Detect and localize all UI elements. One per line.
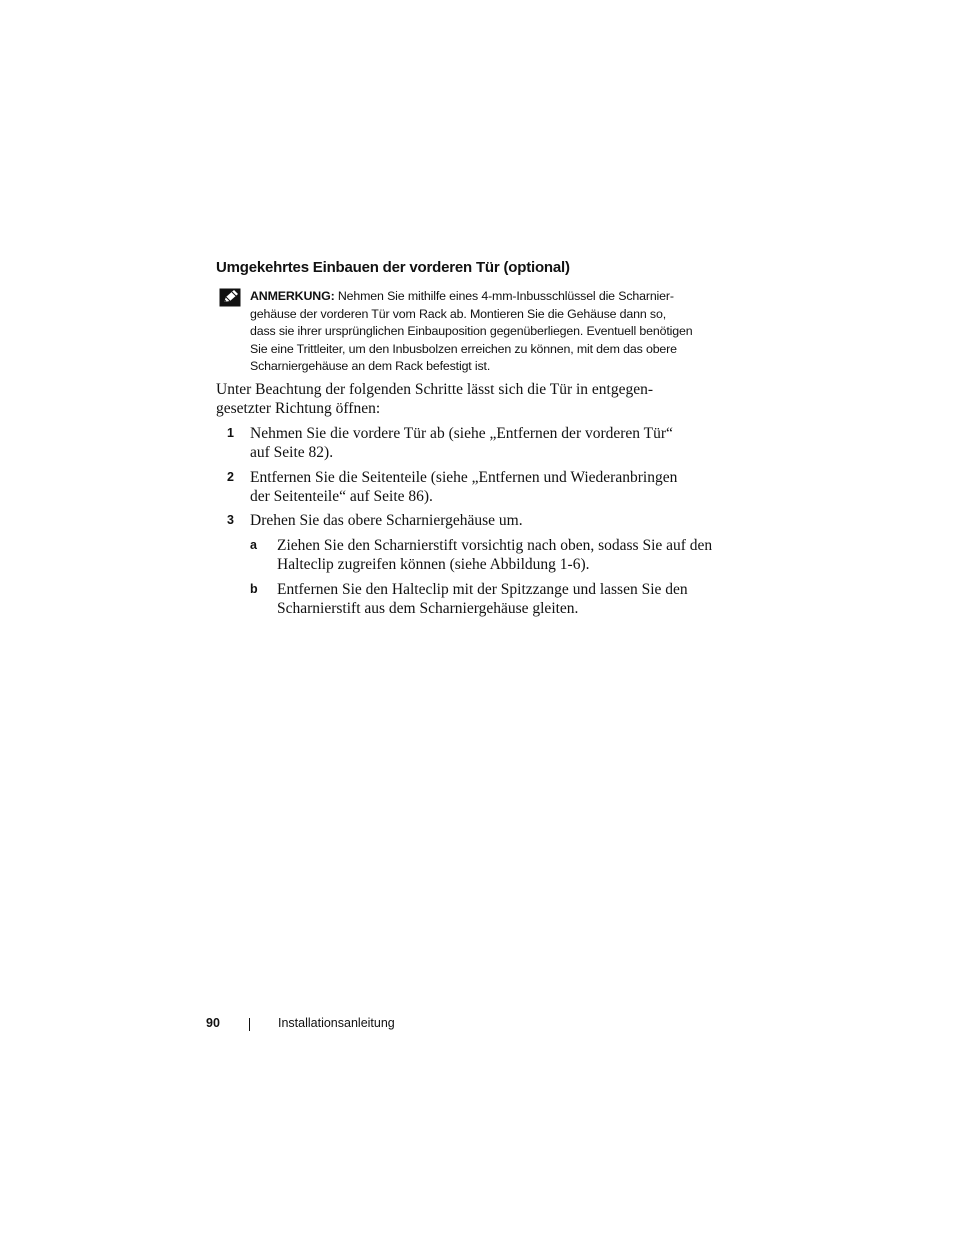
step-text: Nehmen Sie die vordere Tür ab (siehe „Entfernen der vorderen Tür“ auf Seite 82). xyxy=(250,425,673,461)
step-number: 2 xyxy=(227,470,234,484)
substep-text: Entfernen Sie den Halteclip mit der Spitzzange und lassen Sie den Scharnierstift aus dem Scharniergehäuse gleiten. xyxy=(277,581,688,617)
note-line-5: Scharniergehäuse an dem Rack befestigt ist. xyxy=(250,359,491,374)
note-label: ANMERKUNG: xyxy=(250,289,335,303)
note-block xyxy=(250,288,720,376)
note-line-2: gehäuse der vorderen Tür vom Rack ab. Montieren Sie die Gehäuse dann so, xyxy=(250,306,667,321)
page-number: 90 xyxy=(206,1016,220,1030)
step-number: 3 xyxy=(227,513,234,527)
footer-title: Installationsanleitung xyxy=(278,1016,395,1030)
note-line-1: ANMERKUNG: Nehmen Sie mithilfe eines 4-mm-Inbusschlüssel die Scharnier- xyxy=(250,289,674,303)
step-text: Entfernen Sie die Seitenteile (siehe „Entfernen und Wiederanbringen der Seitenteile“ auf Seite 86). xyxy=(250,469,678,505)
note-line-3: dass sie ihrer ursprünglichen Einbauposition gegenüberliegen. Eventuell benötigen xyxy=(250,324,693,339)
step-text: Drehen Sie das obere Scharniergehäuse um. xyxy=(250,512,523,529)
footer-divider xyxy=(249,1018,250,1031)
intro-paragraph: Unter Beachtung der folgenden Schritte lässt sich die Tür in entgegen- gesetzter Richtung öffnen: xyxy=(216,381,654,417)
step-number: 1 xyxy=(227,426,234,440)
note-line-4: Sie eine Trittleiter, um den Inbusbolzen erreichen zu können, mit dem das obere xyxy=(250,341,677,356)
substep-letter: a xyxy=(250,538,257,552)
substep-text: Ziehen Sie den Scharnierstift vorsichtig nach oben, sodass Sie auf den Halteclip zugreifen können (siehe Abbildung 1-6). xyxy=(277,537,713,573)
section-heading: Umgekehrtes Einbauen der vorderen Tür (optional) xyxy=(216,259,570,276)
pencil-note-icon xyxy=(219,288,241,307)
substep-letter: b xyxy=(250,582,258,596)
